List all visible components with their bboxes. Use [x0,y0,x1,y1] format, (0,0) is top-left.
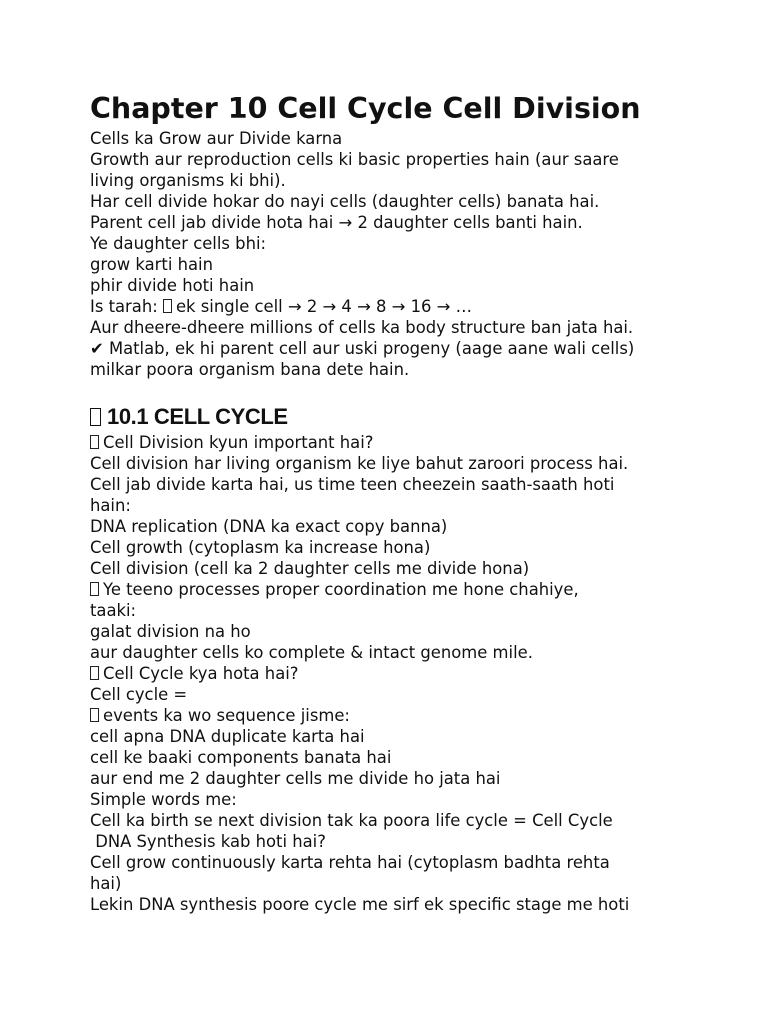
section-body [90,432,730,915]
section-line [90,558,730,579]
intro-line: Cells ka Grow aur Divide karna [90,129,343,148]
section-line [90,474,730,495]
document-page [90,90,730,915]
intro-line: Aur dheere-dheere millions of cells ka body structure ban jata hai. [90,318,634,337]
section-line-text: Cell division har living organism ke liye bahut zaroori process hai. [90,454,629,473]
section-line [90,810,730,831]
section-line-text: DNA Synthesis kab hoti hai? [90,832,326,851]
section-line [90,789,730,810]
section-line [90,495,730,516]
intro-line: Growth aur reproduction cells ki basic properties hain (aur saare [90,150,619,169]
intro-line: phir divide hoti hain [90,276,255,295]
missing-glyph-icon [90,408,101,426]
section-line-text: Cell ka birth se next division tak ka poora life cycle = Cell Cycle [90,811,613,830]
missing-glyph-icon [90,435,99,449]
section-line [90,894,730,915]
section-line [90,831,730,852]
section-line-text: events ka wo sequence jisme: [103,706,350,725]
intro-line: Ye daughter cells bhi: [90,234,267,253]
intro-line: Har cell divide hokar do nayi cells (daughter cells) banata hai. [90,192,600,211]
section-line-text: galat division na ho [90,622,251,641]
missing-glyph-icon [163,299,172,313]
section-line [90,537,730,558]
intro-line: milkar poora organism bana dete hain. [90,360,410,379]
section-line [90,642,730,663]
section-line [90,726,730,747]
section-line-text: Cell cycle = [90,685,188,704]
section-line [90,747,730,768]
section-heading [90,402,730,432]
section-line-text: aur end me 2 daughter cells me divide ho jata hai [90,769,501,788]
intro-line-sequence [90,296,730,317]
section-line [90,621,730,642]
section-line-text: Cell jab divide karta hai, us time teen cheezein saath-saath hoti [90,475,615,494]
section-line [90,684,730,705]
intro-line: Parent cell jab divide hota hai → 2 daughter cells banti hain. [90,213,583,232]
section-line [90,600,730,621]
section-line-text: cell ke baaki components banata hai [90,748,392,767]
section-line-text: Simple words me: [90,790,237,809]
section-line-text: Cell Division kyun important hai? [103,433,374,452]
section-line [90,432,730,453]
section-line-text: Lekin DNA synthesis poore cycle me sirf ek specific stage me hoti [90,895,630,914]
section-line [90,705,730,726]
section-line [90,579,730,600]
section-line [90,873,730,894]
section-line-text: Cell Cycle kya hota hai? [103,664,299,683]
intro-line: grow karti hain [90,255,213,274]
section-line-text: cell apna DNA duplicate karta hai [90,727,365,746]
section-line-text: hain: [90,496,131,515]
section-line [90,516,730,537]
section-line-text: Cell division (cell ka 2 daughter cells me divide hona) [90,559,530,578]
section-line-text: DNA replication (DNA ka exact copy banna) [90,517,448,536]
section-line [90,663,730,684]
section-heading-text: 10.1 CELL CYCLE [107,404,288,429]
intro-line-sequence-text: ek single cell → 2 → 4 → 8 → 16 → … [175,297,472,316]
intro-line: living organisms ki bhi). [90,171,286,190]
section-line-text: Cell growth (cytoplasm ka increase hona) [90,538,431,557]
chapter-title: Chapter 10 Cell Cycle Cell Division [90,92,641,125]
intro-line: ✔ Matlab, ek hi parent cell aur uski progeny (aage aane wali cells) [90,339,635,358]
section-line-text: Ye teeno processes proper coordination me hone chahiye, [103,580,579,599]
missing-glyph-icon [90,666,99,680]
section-line-text: hai) [90,874,122,893]
missing-glyph-icon [90,708,99,722]
section-line-text: Cell grow continuously karta rehta hai (cytoplasm badhta rehta [90,853,610,872]
missing-glyph-icon [90,582,99,596]
section-line [90,852,730,873]
section-line-text: taaki: [90,601,137,620]
intro-line-prefix: Is tarah: [90,297,163,316]
section-line-text: aur daughter cells ko complete & intact genome mile. [90,643,533,662]
section-line [90,768,730,789]
section-line [90,453,730,474]
intro-section [90,128,730,380]
